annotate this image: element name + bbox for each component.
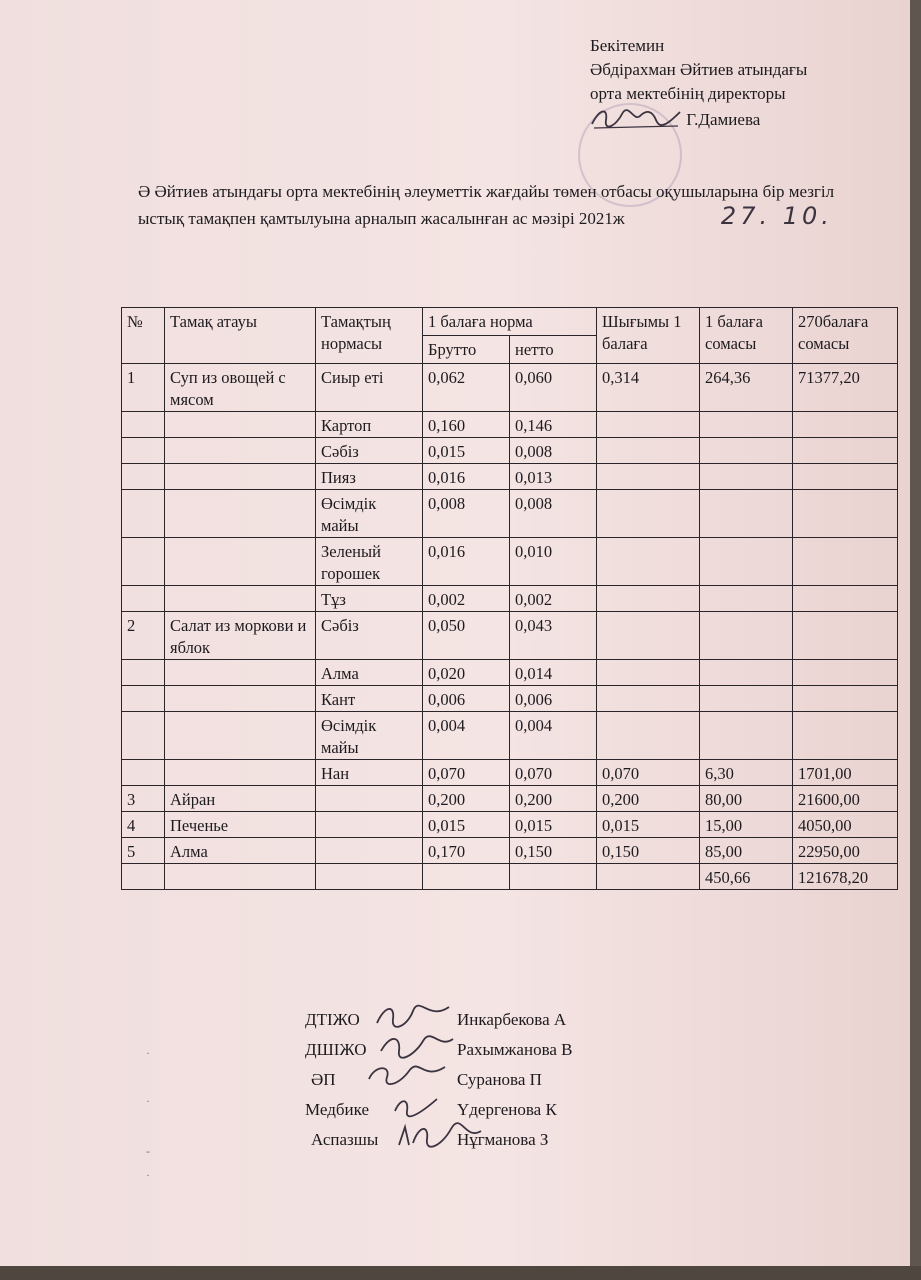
signature-role: ДТІЖО bbox=[305, 1010, 360, 1029]
table-cell bbox=[122, 464, 165, 490]
table-cell: 3 bbox=[122, 786, 165, 812]
table-row bbox=[122, 786, 898, 812]
table-cell: 15,00 bbox=[700, 812, 793, 838]
table-cell: 0,008 bbox=[423, 490, 510, 538]
table-cell bbox=[122, 538, 165, 586]
table-cell bbox=[597, 438, 700, 464]
table-cell bbox=[165, 438, 316, 464]
table-cell: 2 bbox=[122, 612, 165, 660]
signature-name: Суранова П bbox=[457, 1070, 542, 1089]
table-cell bbox=[122, 490, 165, 538]
table-cell: 0,070 bbox=[510, 760, 597, 786]
margin-mark: · bbox=[146, 1046, 150, 1060]
director-name: Г.Дамиева bbox=[686, 110, 761, 129]
table-cell: 71377,20 bbox=[793, 364, 898, 412]
signature-name: Инкарбекова А bbox=[457, 1010, 567, 1029]
table-cell bbox=[316, 838, 423, 864]
approval-block bbox=[590, 34, 807, 132]
table-cell bbox=[793, 660, 898, 686]
table-cell bbox=[597, 864, 700, 890]
signature-role: ӘП bbox=[311, 1070, 336, 1089]
table-cell: 0,150 bbox=[510, 838, 597, 864]
table-cell: Салат из моркови и яблок bbox=[165, 612, 316, 660]
signature-mark bbox=[377, 1031, 457, 1061]
table-cell: 0,002 bbox=[510, 586, 597, 612]
table-cell: 0,006 bbox=[423, 686, 510, 712]
col-header-output: Шығымы 1 балаға bbox=[597, 308, 700, 364]
signature-role: ДШІЖО bbox=[305, 1040, 367, 1059]
signature-mark bbox=[391, 1091, 441, 1121]
photo-background bbox=[0, 1266, 921, 1280]
table-cell: 0,020 bbox=[423, 660, 510, 686]
table-cell: Суп из овощей с мясом bbox=[165, 364, 316, 412]
table-row bbox=[122, 760, 898, 786]
table-row bbox=[122, 412, 898, 438]
table-cell: Айран bbox=[165, 786, 316, 812]
table-cell: 0,070 bbox=[423, 760, 510, 786]
table-cell bbox=[793, 586, 898, 612]
table-cell: 0,314 bbox=[597, 364, 700, 412]
signature-name: Рахымжанова В bbox=[457, 1040, 573, 1059]
table-cell bbox=[700, 412, 793, 438]
table-cell: 0,060 bbox=[510, 364, 597, 412]
table-cell: 5 bbox=[122, 838, 165, 864]
approval-line-1: Бекітемин bbox=[590, 36, 665, 55]
col-header-num: № bbox=[122, 308, 165, 364]
table-cell bbox=[793, 686, 898, 712]
col-header-sum-one: 1 балаға сомасы bbox=[700, 308, 793, 364]
table-cell: Өсімдік майы bbox=[316, 490, 423, 538]
table-cell bbox=[700, 660, 793, 686]
table-cell: 0,050 bbox=[423, 612, 510, 660]
title-text: Ә Әйтиев атындағы орта мектебінің әлеуметтік жағдайы төмен отбасы оқушыларына бір мезгіл ыстық тамақпен қамтылуына арналып жасалынған ас мәзірі 2021ж bbox=[138, 182, 835, 228]
table-cell: 0,200 bbox=[423, 786, 510, 812]
table-cell bbox=[122, 686, 165, 712]
signature-name: Нұгманова З bbox=[457, 1130, 549, 1149]
table-cell: 0,015 bbox=[423, 812, 510, 838]
table-cell bbox=[122, 438, 165, 464]
table-row bbox=[122, 838, 898, 864]
signature-role: Медбике bbox=[305, 1100, 369, 1119]
table-cell bbox=[700, 586, 793, 612]
table-cell: 0,015 bbox=[597, 812, 700, 838]
table-cell bbox=[700, 490, 793, 538]
table-cell bbox=[597, 464, 700, 490]
table-cell: 0,004 bbox=[510, 712, 597, 760]
table-cell: 80,00 bbox=[700, 786, 793, 812]
table-cell bbox=[700, 464, 793, 490]
table-cell: 6,30 bbox=[700, 760, 793, 786]
margin-mark: · bbox=[146, 1168, 150, 1182]
table-cell bbox=[793, 464, 898, 490]
table-row bbox=[122, 538, 898, 586]
table-cell: 1 bbox=[122, 364, 165, 412]
table-row bbox=[122, 364, 898, 412]
table-cell bbox=[793, 438, 898, 464]
handwritten-date: 27. 10. bbox=[720, 202, 833, 230]
table-row bbox=[122, 464, 898, 490]
table-cell bbox=[165, 586, 316, 612]
table-cell: Сәбіз bbox=[316, 612, 423, 660]
table-cell: 0,008 bbox=[510, 438, 597, 464]
director-signature bbox=[590, 106, 682, 130]
table-cell: Зеленый горошек bbox=[316, 538, 423, 586]
table-cell bbox=[423, 864, 510, 890]
table-cell bbox=[122, 660, 165, 686]
col-header-norm: Тамақтың нормасы bbox=[316, 308, 423, 364]
table-cell: 0,015 bbox=[423, 438, 510, 464]
col-header-name: Тамақ атауы bbox=[165, 308, 316, 364]
table-cell: 85,00 bbox=[700, 838, 793, 864]
table-cell bbox=[700, 612, 793, 660]
margin-mark: - bbox=[146, 1144, 150, 1158]
col-header-netto: нетто bbox=[510, 336, 597, 364]
table-cell: 4050,00 bbox=[793, 812, 898, 838]
table-cell: 0,016 bbox=[423, 464, 510, 490]
margin-mark: · bbox=[146, 1094, 150, 1108]
table-cell bbox=[165, 686, 316, 712]
table-cell: 0,043 bbox=[510, 612, 597, 660]
table-cell: 450,66 bbox=[700, 864, 793, 890]
table-cell bbox=[122, 712, 165, 760]
table-cell bbox=[122, 586, 165, 612]
col-header-brutto: Брутто bbox=[423, 336, 510, 364]
table-cell bbox=[700, 438, 793, 464]
table-cell: 0,013 bbox=[510, 464, 597, 490]
table-cell bbox=[597, 490, 700, 538]
table-cell: 21600,00 bbox=[793, 786, 898, 812]
approval-line-4 bbox=[590, 106, 807, 132]
table-row bbox=[122, 812, 898, 838]
table-cell: 0,014 bbox=[510, 660, 597, 686]
table-cell bbox=[165, 490, 316, 538]
table-cell: Сәбіз bbox=[316, 438, 423, 464]
table-row bbox=[122, 490, 898, 538]
signature-mark bbox=[373, 1001, 453, 1031]
table-cell: Нан bbox=[316, 760, 423, 786]
table-cell bbox=[122, 760, 165, 786]
col-header-per-child: 1 балаға норма bbox=[423, 308, 597, 336]
approval-line-2: Әбдірахман Әйтиев атындағы bbox=[590, 60, 808, 79]
table-cell: 0,016 bbox=[423, 538, 510, 586]
table-cell bbox=[597, 660, 700, 686]
table-cell: 0,015 bbox=[510, 812, 597, 838]
table-cell bbox=[122, 412, 165, 438]
table-cell bbox=[122, 864, 165, 890]
table-cell: 0,010 bbox=[510, 538, 597, 586]
table-cell: Алма bbox=[316, 660, 423, 686]
table-cell: Алма bbox=[165, 838, 316, 864]
table-cell: 0,004 bbox=[423, 712, 510, 760]
table-cell bbox=[700, 686, 793, 712]
signature-mark bbox=[365, 1061, 449, 1091]
table-cell bbox=[165, 864, 316, 890]
table-cell: 0,002 bbox=[423, 586, 510, 612]
table-cell: Сиыр еті bbox=[316, 364, 423, 412]
table-cell bbox=[316, 812, 423, 838]
table-cell: 0,006 bbox=[510, 686, 597, 712]
table-cell bbox=[165, 464, 316, 490]
table-cell: 0,200 bbox=[597, 786, 700, 812]
table-cell bbox=[597, 712, 700, 760]
table-cell: Өсімдік майы bbox=[316, 712, 423, 760]
table-cell bbox=[510, 864, 597, 890]
table-row bbox=[122, 612, 898, 660]
table-cell: 0,146 bbox=[510, 412, 597, 438]
table-row bbox=[122, 686, 898, 712]
table-cell: 264,36 bbox=[700, 364, 793, 412]
menu-table bbox=[121, 307, 898, 890]
table-cell bbox=[316, 786, 423, 812]
table-cell bbox=[597, 412, 700, 438]
table-cell: 0,070 bbox=[597, 760, 700, 786]
table-row bbox=[122, 660, 898, 686]
table-cell bbox=[165, 538, 316, 586]
table-cell bbox=[793, 538, 898, 586]
table-cell: Картоп bbox=[316, 412, 423, 438]
table-cell bbox=[597, 612, 700, 660]
approval-line-3: орта мектебінің директоры bbox=[590, 84, 786, 103]
signature-role: Аспазшы bbox=[311, 1130, 379, 1149]
table-cell: 121678,20 bbox=[793, 864, 898, 890]
table-cell: Печенье bbox=[165, 812, 316, 838]
signature-name: Үдергенова К bbox=[457, 1100, 557, 1119]
table-cell: Пияз bbox=[316, 464, 423, 490]
table-cell: 1701,00 bbox=[793, 760, 898, 786]
table-cell bbox=[316, 864, 423, 890]
table-cell bbox=[597, 586, 700, 612]
table-cell: Тұз bbox=[316, 586, 423, 612]
table-cell bbox=[793, 412, 898, 438]
table-cell: 22950,00 bbox=[793, 838, 898, 864]
table-cell bbox=[793, 712, 898, 760]
table-cell bbox=[165, 660, 316, 686]
table-row bbox=[122, 438, 898, 464]
table-cell bbox=[700, 712, 793, 760]
table-cell bbox=[793, 490, 898, 538]
table-cell bbox=[165, 712, 316, 760]
col-header-sum-270: 270балаға сомасы bbox=[793, 308, 898, 364]
table-cell: 0,150 bbox=[597, 838, 700, 864]
table-row bbox=[122, 864, 898, 890]
table-cell bbox=[165, 760, 316, 786]
document-title bbox=[138, 180, 868, 231]
menu-table-body bbox=[122, 364, 898, 890]
table-cell bbox=[793, 612, 898, 660]
table-cell bbox=[597, 686, 700, 712]
table-cell bbox=[700, 538, 793, 586]
table-cell bbox=[165, 412, 316, 438]
table-row bbox=[122, 586, 898, 612]
table-cell bbox=[597, 538, 700, 586]
table-row bbox=[122, 712, 898, 760]
table-cell: Кант bbox=[316, 686, 423, 712]
table-cell: 0,008 bbox=[510, 490, 597, 538]
table-cell: 4 bbox=[122, 812, 165, 838]
table-cell: 0,062 bbox=[423, 364, 510, 412]
table-cell: 0,200 bbox=[510, 786, 597, 812]
table-cell: 0,170 bbox=[423, 838, 510, 864]
table-cell: 0,160 bbox=[423, 412, 510, 438]
